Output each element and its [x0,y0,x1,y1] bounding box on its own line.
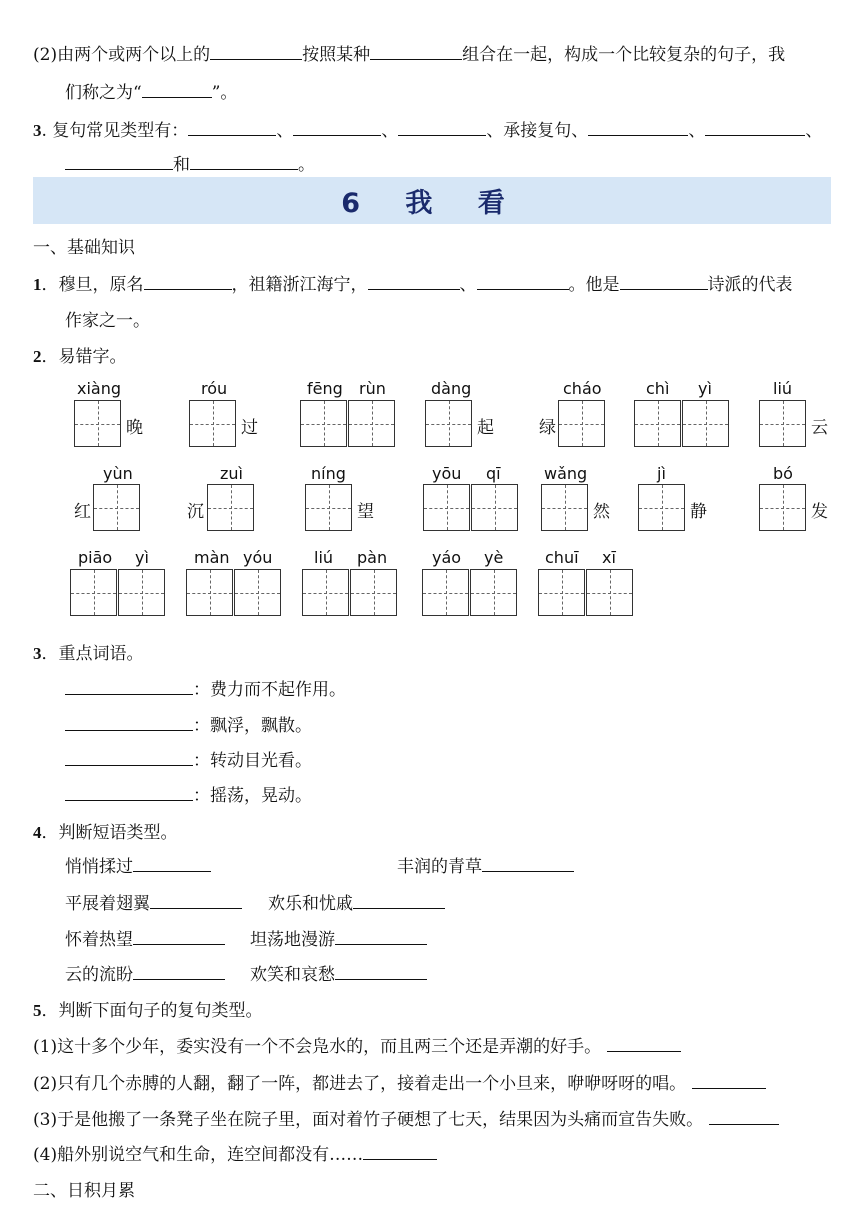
blank-field[interactable] [142,79,212,98]
text: . 复句常见类型有： [41,121,189,141]
phrase-text: 欢笑和哀愁 [250,965,335,985]
given-char: 绿 [539,418,556,438]
pinyin-label: xiàng [77,379,122,398]
item-number: 3 [33,644,42,663]
text: ．穆旦，原名 [41,275,144,295]
text: ．判断短语类型。 [41,823,178,843]
text: 和 [173,155,190,175]
pinyin-label: yóu [243,548,273,567]
writing-grid[interactable] [586,569,633,616]
definition-row [65,675,346,700]
blank-field[interactable] [353,890,445,909]
item-number: 3 [33,121,42,140]
phrase-item [65,889,242,914]
item-number: 1 [33,275,42,294]
lesson-title: 6 我 看 [341,188,523,219]
phrase-text: 怀着热望 [65,930,133,950]
writing-grid[interactable] [70,569,117,616]
phrase-item [268,889,445,914]
given-char: 发 [811,502,828,522]
text: 组合在一起，构成一个比较复杂的句子，我 [462,45,786,65]
writing-grid[interactable] [189,400,236,447]
item-2-line-1 [33,40,785,65]
given-char: 沉 [187,502,204,522]
sentence-item [33,1140,437,1165]
text: (2)由两个或两个以上的 [33,45,211,65]
writing-grid[interactable] [682,400,729,447]
pinyin-label: fēng [307,379,343,398]
pinyin-label: dàng [431,379,472,398]
sentence-text: (4)船外别说空气和生命，连空间都没有…… [33,1145,364,1165]
writing-grid[interactable] [234,569,281,616]
sentence-item [33,1032,681,1057]
writing-grid[interactable] [634,400,681,447]
blank-field[interactable] [133,926,225,945]
text: 、 [805,121,823,141]
phrase-item [65,852,211,877]
blank-field[interactable] [190,151,298,170]
definition-row [65,746,312,771]
text: 、 [688,121,706,141]
pinyin-label: yì [698,379,712,398]
given-char: 云 [811,418,828,438]
writing-grid[interactable] [93,484,140,531]
blank-field[interactable] [398,117,486,136]
item-number: 5 [33,1001,42,1020]
phrase-text: 云的流盼 [65,965,133,985]
pinyin-label: róu [201,379,228,398]
given-char: 过 [241,418,258,438]
pinyin-label: qī [486,464,501,483]
pinyin-label: rùn [359,379,386,398]
blank-field[interactable] [588,117,688,136]
pinyin-label: piāo [78,548,113,567]
writing-grid[interactable] [118,569,165,616]
blank-field[interactable] [133,853,211,872]
pinyin-label: níng [311,464,346,483]
given-char: 然 [593,502,610,522]
blank-field[interactable] [370,41,462,60]
question-2 [33,342,127,367]
definition-row [65,711,312,736]
text: 。他是 [568,275,620,295]
writing-grid[interactable] [422,569,469,616]
pinyin-label: chuī [545,548,579,567]
section-heading: 二、日积月累 [33,1181,135,1201]
blank-field[interactable] [335,926,427,945]
definition-text: ：费力而不起作用。 [193,680,346,700]
question-4 [33,818,178,843]
pinyin-label: xī [602,548,616,567]
text: 作家之一。 [65,311,150,331]
writing-grid[interactable] [471,484,518,531]
item-3-line-1 [33,116,822,141]
phrase-text: 平展着翅翼 [65,894,150,914]
blank-field[interactable] [709,1106,779,1125]
text: 诗派的代表 [707,275,793,295]
blank-field[interactable] [363,1141,437,1160]
given-char: 静 [690,502,707,522]
blank-field[interactable] [692,1070,766,1089]
definition-row [65,781,312,806]
blank-field[interactable] [368,271,460,290]
blank-field[interactable] [65,747,193,766]
blank-field[interactable] [65,151,173,170]
writing-grid[interactable] [305,484,352,531]
blank-field[interactable] [482,853,574,872]
section-heading: 一、基础知识 [33,238,135,258]
lesson-title-banner [33,177,831,224]
pinyin-label: chì [646,379,670,398]
sentence-item [33,1105,779,1130]
blank-field[interactable] [477,271,569,290]
blank-field[interactable] [210,41,302,60]
pinyin-label: liú [773,379,793,398]
blank-field[interactable] [144,271,232,290]
item-2-line-2 [65,78,237,103]
writing-grid[interactable] [350,569,397,616]
pinyin-label: wǎng [544,464,588,483]
question-5 [33,996,263,1021]
definition-text: ：转动目光看。 [193,751,312,771]
writing-grid[interactable] [470,569,517,616]
pinyin-label: yōu [432,464,462,483]
writing-grid[interactable] [207,484,254,531]
sentence-text: (2)只有几个赤膊的人翻，翻了一阵，都进去了，接着走出一个小旦来，咿咿呀呀的唱。 [33,1074,687,1094]
sentence-text: (1)这十多个少年，委实没有一个不会凫水的，而且两三个还是弄潮的好手。 [33,1037,602,1057]
phrase-item [65,960,225,985]
pinyin-label: bó [773,464,793,483]
blank-field[interactable] [150,890,242,909]
item-3-line-2 [65,150,315,175]
blank-field[interactable] [188,117,276,136]
writing-grid[interactable] [348,400,395,447]
pinyin-label: zuì [220,464,243,483]
given-char: 起 [477,418,494,438]
writing-grid[interactable] [558,400,605,447]
pinyin-label: pàn [357,548,388,567]
blank-field[interactable] [65,676,193,695]
phrase-item [250,960,427,985]
phrase-item [250,925,427,950]
sentence-text: (3)于是他搬了一条凳子坐在院子里，面对着竹子硬想了七天，结果因为头痛而宣告失败。 [33,1110,704,1130]
item-number: 4 [33,823,42,842]
writing-grid[interactable] [425,400,472,447]
text: ，祖籍浙江海宁， [231,275,368,295]
blank-field[interactable] [705,117,805,136]
pinyin-label: jì [657,464,666,483]
pinyin-label: liú [314,548,334,567]
pinyin-label: yáo [432,548,462,567]
blank-field[interactable] [65,782,193,801]
blank-field[interactable] [335,961,427,980]
writing-grid[interactable] [638,484,685,531]
definition-text: ：飘浮，飘散。 [193,716,312,736]
text: ”。 [211,83,238,103]
blank-field[interactable] [607,1033,681,1052]
writing-grid[interactable] [538,569,585,616]
pinyin-label: yì [135,548,149,567]
question-3 [33,639,144,664]
writing-grid[interactable] [74,400,121,447]
writing-grid[interactable] [300,400,347,447]
pinyin-label: yè [484,548,504,567]
sentence-item [33,1069,766,1094]
phrase-text: 丰润的青草 [397,857,482,877]
definition-text: ：摇荡，晃动。 [193,786,312,806]
question-1 [33,270,793,295]
text: ．易错字。 [41,347,127,367]
phrase-item [65,925,225,950]
text: 。 [298,155,315,175]
given-char: 红 [74,502,91,522]
phrase-text: 坦荡地漫游 [250,930,335,950]
blank-field[interactable] [620,271,708,290]
text: 、 [381,121,399,141]
text: 、 [276,121,294,141]
text: ．判断下面句子的复句类型。 [41,1001,263,1021]
writing-grid[interactable] [541,484,588,531]
writing-grid[interactable] [186,569,233,616]
writing-grid[interactable] [302,569,349,616]
phrase-text: 欢乐和忧戚 [268,894,353,914]
blank-field[interactable] [133,961,225,980]
text: 、承接复句、 [486,121,589,141]
text: 、 [459,275,477,295]
writing-grid[interactable] [423,484,470,531]
pinyin-label: cháo [563,379,602,398]
blank-field[interactable] [293,117,381,136]
writing-grid[interactable] [759,484,806,531]
text: ．重点词语。 [41,644,144,664]
given-char: 晚 [126,418,143,438]
pinyin-label: yùn [103,464,133,483]
phrase-item [397,852,574,877]
writing-grid[interactable] [759,400,806,447]
text: 按照某种 [302,45,371,65]
item-number: 2 [33,347,42,366]
phrase-text: 悄悄揉过 [65,857,133,877]
pinyin-label: màn [194,548,230,567]
blank-field[interactable] [65,712,193,731]
given-char: 望 [357,502,374,522]
text: 们称之为“ [65,83,142,103]
